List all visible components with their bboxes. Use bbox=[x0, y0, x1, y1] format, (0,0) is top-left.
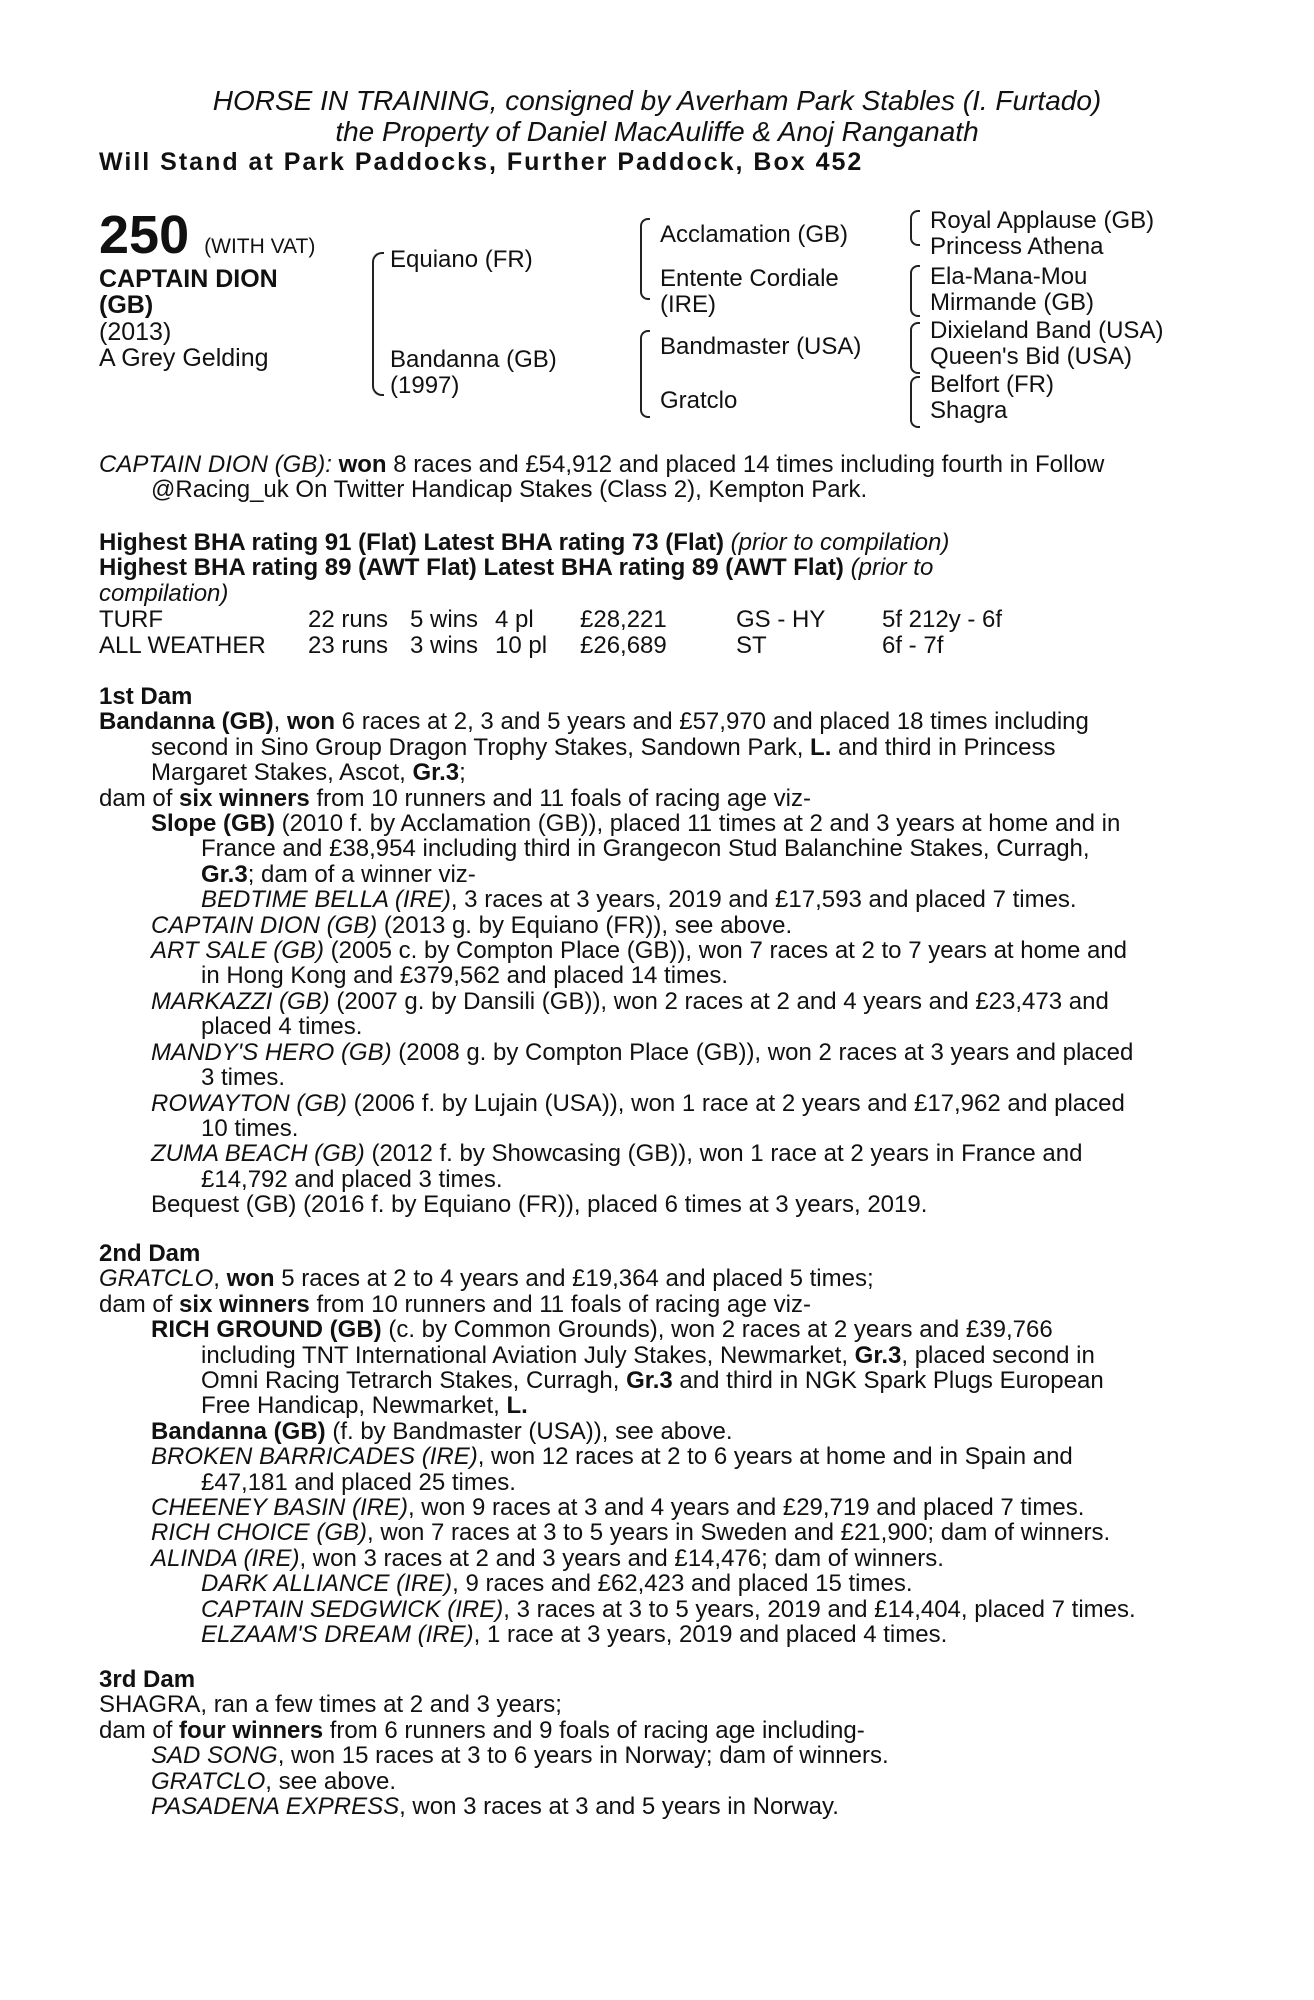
lot-number bbox=[99, 204, 315, 266]
produce-sad-song: SAD SONG bbox=[151, 1742, 278, 1770]
produce-dark-alliance: DARK ALLIANCE (IRE) bbox=[201, 1570, 453, 1598]
produce-rich-choice-text: , won 7 races at 3 to 5 years in Sweden and £21,900; dam of winners. bbox=[367, 1519, 1111, 1547]
produce-elzaams-dream: ELZAAM'S DREAM (IRE) bbox=[201, 1621, 474, 1649]
summary-text-2: @Racing_uk On Twitter Handicap Stakes (Class 2), Kempton Park. bbox=[151, 476, 868, 504]
first-dam-winners: six winners bbox=[179, 784, 310, 812]
produce-bedtime-text: , 3 races at 3 years, 2019 and £17,593 and placed 7 times. bbox=[450, 886, 1077, 914]
stat-going: GS - HY bbox=[736, 606, 826, 633]
pedigree-dss: Dixieland Band (USA) bbox=[930, 317, 1164, 344]
produce-rich-ground-text-2b: , placed second in bbox=[901, 1341, 1095, 1369]
vat-label: (WITH VAT) bbox=[204, 235, 316, 258]
second-dam-won: won bbox=[226, 1265, 275, 1293]
produce-art-sale: ART SALE (GB) bbox=[151, 937, 324, 965]
produce-slope-text-1: (2010 f. by Acclamation (GB)), placed 11 times at 2 and 3 years at home and in bbox=[275, 810, 1121, 838]
pedigree-sds: Ela-Mana-Mou bbox=[930, 263, 1088, 290]
stat-runs: 22 runs bbox=[308, 606, 389, 633]
produce-art-sale-text-1: (2005 c. by Compton Place (GB)), won 7 races at 2 to 7 years at home and bbox=[323, 937, 1127, 965]
first-dam-won: won bbox=[287, 708, 336, 736]
summary-horse-name: CAPTAIN DION (GB) bbox=[99, 451, 326, 478]
first-dam-heading: 1st Dam bbox=[99, 683, 193, 710]
produce-rich-ground-text-2a: including TNT International Aviation July Stakes, Newmarket, bbox=[201, 1341, 855, 1369]
horse-year: (2013) bbox=[99, 318, 172, 346]
first-dam-text-1: 6 races at 2, 3 and 5 years and £57,970 and placed 18 times including bbox=[335, 708, 1089, 736]
first-dam-text-3-end: ; bbox=[459, 759, 466, 787]
second-dam-text-1: 5 races at 2 to 4 years and £19,364 and placed 5 times; bbox=[274, 1265, 874, 1293]
produce-elzaam-text: , 1 race at 3 years, 2019 and placed 4 times. bbox=[473, 1621, 948, 1649]
produce-rich-ground-text-3a: Omni Racing Tetrarch Stakes, Curragh, bbox=[201, 1367, 627, 1395]
stabling-line: Will Stand at Park Paddocks, Further Paddock, Box 452 bbox=[99, 148, 864, 176]
produce-broken-text-2: £47,181 and placed 25 times. bbox=[201, 1468, 516, 1496]
rating-flat-note: (prior to compilation) bbox=[723, 529, 950, 556]
produce-alinda-text: , won 3 races at 2 and 3 years and £14,476; dam of winners. bbox=[299, 1544, 944, 1572]
pedigree-dam: Bandanna (GB) bbox=[390, 346, 557, 373]
second-dam-name: GRATCLO bbox=[99, 1265, 214, 1293]
produce-rich-ground-text-1: (c. by Common Grounds), won 2 races at 2 years and £39,766 bbox=[381, 1316, 1053, 1344]
pedigree-sdd: Mirmande (GB) bbox=[930, 289, 1095, 316]
rating-flat: Highest BHA rating 91 (Flat) Latest BHA rating 73 (Flat) bbox=[99, 529, 724, 556]
produce-captain-sedgwick: CAPTAIN SEDGWICK (IRE) bbox=[201, 1595, 504, 1623]
consignor-line: HORSE IN TRAINING, consigned by Averham Park Stables (I. Furtado) bbox=[212, 85, 1102, 116]
produce-markazzi-text-2: placed 4 times. bbox=[201, 1013, 363, 1041]
produce-captain-text: (2013 g. by Equiano (FR)), see above. bbox=[377, 911, 793, 939]
produce-bequest: Bequest (GB) (2016 f. by Equiano (FR)), placed 6 times at 3 years, 2019. bbox=[151, 1191, 928, 1219]
produce-rowayton-text-2: 10 times. bbox=[201, 1114, 299, 1142]
produce-zuma-text-1: (2012 f. by Showcasing (GB)), won 1 race at 2 years in France and bbox=[364, 1140, 1083, 1168]
pedigree-dam-sire: Bandmaster (USA) bbox=[660, 333, 862, 360]
pedigree-brace-3 bbox=[910, 322, 920, 374]
produce-broken-barricades: BROKEN BARRICADES (IRE) bbox=[151, 1443, 478, 1471]
listed-label: L. bbox=[810, 733, 832, 761]
produce-slope: Slope (GB) bbox=[151, 810, 275, 838]
pedigree-dds: Belfort (FR) bbox=[930, 371, 1055, 398]
pedigree-sire: Equiano (FR) bbox=[390, 246, 533, 273]
produce-rowayton-text-1: (2006 f. by Lujain (USA)), won 1 race at 2 years and £17,962 and placed bbox=[347, 1089, 1125, 1117]
first-dam-text-2: second in Sino Group Dragon Trophy Stakes, Sandown Park, bbox=[151, 733, 811, 761]
produce-slope-text-2: France and £38,954 including third in Grangecon Stud Balanchine Stakes, Curragh, bbox=[201, 835, 1090, 863]
produce-sedgwick-text: , 3 races at 3 to 5 years, 2019 and £14,404, placed 7 times. bbox=[503, 1595, 1136, 1623]
summary-won: won bbox=[338, 451, 387, 478]
pedigree-dam-year: (1997) bbox=[390, 372, 460, 399]
pedigree-brace-2 bbox=[910, 265, 920, 317]
rating-awt-note-2: compilation) bbox=[99, 579, 229, 607]
second-dam-produce-a: dam of bbox=[99, 1290, 180, 1318]
third-dam-produce-c: from 6 runners and 9 foals of racing age including- bbox=[323, 1716, 865, 1744]
pedigree-sire-sire: Acclamation (GB) bbox=[660, 221, 849, 248]
stat-distance: 5f 212y - 6f bbox=[882, 606, 1003, 633]
produce-mandy-text-1: (2008 g. by Compton Place (GB)), won 2 races at 3 years and placed bbox=[391, 1038, 1134, 1066]
pedigree-brace-1 bbox=[910, 210, 920, 246]
stat-placed: 4 pl bbox=[495, 606, 534, 633]
pedigree-brace-main bbox=[372, 252, 384, 396]
stat-prize: £28,221 bbox=[580, 606, 667, 633]
stat-going: ST bbox=[736, 632, 767, 659]
rating-awt-note: (prior to bbox=[843, 554, 934, 582]
second-dam-heading: 2nd Dam bbox=[99, 1240, 201, 1267]
third-dam-winners: four winners bbox=[179, 1716, 324, 1744]
produce-bandanna-text: (f. by Bandmaster (USA)), see above. bbox=[325, 1417, 733, 1445]
produce-gratclo-text: , see above. bbox=[265, 1767, 396, 1795]
produce-gratclo: GRATCLO bbox=[151, 1767, 266, 1795]
first-dam-name: Bandanna (GB) bbox=[99, 708, 274, 736]
group-label: Gr.3 bbox=[412, 759, 460, 787]
produce-markazzi: MARKAZZI (GB) bbox=[151, 987, 330, 1015]
produce-rich-ground-text-4: Free Handicap, Newmarket, bbox=[201, 1392, 507, 1420]
pedigree-dam-dam: Gratclo bbox=[660, 387, 738, 414]
second-dam-winners: six winners bbox=[179, 1290, 310, 1318]
stat-surface: ALL WEATHER bbox=[99, 632, 266, 659]
pedigree-brace-4 bbox=[910, 376, 920, 428]
produce-mandys-hero: MANDY'S HERO (GB) bbox=[151, 1038, 392, 1066]
produce-cheeney-text: , won 9 races at 3 and 4 years and £29,719 and placed 7 times. bbox=[407, 1494, 1085, 1522]
produce-bandanna: Bandanna (GB) bbox=[151, 1417, 326, 1445]
produce-broken-text-1: , won 12 races at 2 to 6 years at home and in Spain and bbox=[477, 1443, 1073, 1471]
first-dam-section: 1st Dam Bandanna (GB), won 6 races at 2, 3 and 5 years and £57,970 and placed 18 times including second in Sino Group Dragon Trophy Stakes, Sandown Park, L. and third in Princess Margaret Stakes, Ascot, Gr.3; dam of six winners from 10 runners and 11 foals of racing age viz- Slope (GB) (2010 f. by Acclamation (GB)), placed 11 times at 2 and 3 years at home and in France and £38,954 including third in Grangecon Stud Balanchine Stakes, Curragh, Gr.3; dam of a winner viz- BEDTIME BELLA (IRE), 3 races at 3 years, 2019 and £17,593 and placed 7 times. CAPTAIN DION (GB) (2013 g. by Equiano (FR)), see above. ART SALE (GB) (2005 c. by Compton Place (GB)), won 7 races at 2 to 7 years at home and in Hong Kong and £379,562 and placed 14 times. MARKAZZI (GB) (2007 g. by Dansili (GB)), won 2 races at 2 and 4 years and £23,473 and placed 4 times. MANDY'S HERO (GB) (2008 g. by Compton Place (GB)), won 2 races at 3 years and placed 3 times. ROWAYTON (GB) (2006 f. by Lujain (USA)), won 1 race at 2 years and £17,962 and placed 10 times. ZUMA BEACH (GB) (2012 f. by Showcasing (GB)), won 1 race at 2 years in France and £14,792 and placed 3 times. Bequest (GB) (2016 f. by Equiano (FR)), placed 6 times at 3 years, 2019. bbox=[99, 684, 1209, 1218]
pedigree-dsd: Queen's Bid (USA) bbox=[930, 343, 1132, 370]
lot-number-value: 250 bbox=[99, 205, 190, 265]
stat-runs: 23 runs bbox=[308, 632, 389, 659]
produce-sad-song-text: , won 15 races at 3 to 6 years in Norway; dam of winners. bbox=[277, 1742, 889, 1770]
produce-rich-choice: RICH CHOICE (GB) bbox=[151, 1519, 367, 1547]
stat-wins: 5 wins bbox=[410, 606, 479, 633]
produce-zuma-text-2: £14,792 and placed 3 times. bbox=[201, 1165, 503, 1193]
stat-placed: 10 pl bbox=[495, 632, 548, 659]
produce-rich-ground-text-3b: and third in NGK Spark Plugs European bbox=[672, 1367, 1104, 1395]
produce-slope-text-3: ; dam of a winner viz- bbox=[247, 860, 476, 888]
horse-origin: (GB) bbox=[99, 291, 154, 319]
produce-pasadena-express: PASADENA EXPRESS bbox=[151, 1793, 400, 1821]
group-label: Gr.3 bbox=[626, 1367, 673, 1395]
produce-pasadena-text: , won 3 races at 3 and 5 years in Norway. bbox=[399, 1793, 839, 1821]
second-dam-section: 2nd Dam GRATCLO, won 5 races at 2 to 4 years and £19,364 and placed 5 times; dam of six winners from 10 runners and 11 foals of racing age viz- RICH GROUND (GB) (c. by Common Grounds), won 2 races at 2 years and £39,766 including TNT International Aviation July Stakes, Newmarket, Gr.3, placed second in Omni Racing Tetrarch Stakes, Curragh, Gr.3 and third in NGK Spark Plugs European Free Handicap, Newmarket, L. Bandanna (GB) (f. by Bandmaster (USA)), see above. BROKEN BARRICADES (IRE), won 12 races at 2 to 6 years at home and in Spain and £47,181 and placed 25 times. CHEENEY BASIN (IRE), won 9 races at 3 and 4 years and £29,719 and placed 7 times. RICH CHOICE (GB), won 7 races at 3 to 5 years in Sweden and £21,900; dam of winners. ALINDA (IRE), won 3 races at 2 and 3 years and £14,476; dam of winners. DARK ALLIANCE (IRE), 9 races and £62,423 and placed 15 times. CAPTAIN SEDGWICK (IRE), 3 races at 3 to 5 years, 2019 and £14,404, placed 7 times. ELZAAM'S DREAM (IRE), 1 race at 3 years, 2019 and placed 4 times. bbox=[99, 1241, 1209, 1648]
produce-rich-ground: RICH GROUND (GB) bbox=[151, 1316, 382, 1344]
third-dam-produce-a: dam of bbox=[99, 1716, 180, 1744]
summary-text-1: 8 races and £54,912 and placed 14 times including fourth in Follow bbox=[386, 451, 1105, 478]
produce-rowayton: ROWAYTON (GB) bbox=[151, 1089, 348, 1117]
pedigree-sss: Royal Applause (GB) bbox=[930, 207, 1155, 234]
first-dam-produce-a: dam of bbox=[99, 784, 180, 812]
pedigree-brace-dam bbox=[640, 330, 650, 418]
race-summary bbox=[99, 452, 1104, 503]
listed-label: L. bbox=[506, 1392, 528, 1420]
ratings-block bbox=[99, 530, 949, 606]
pedigree-sire-dam-origin: (IRE) bbox=[660, 291, 716, 318]
owner-line: the Property of Daniel MacAuliffe & Anoj Ranganath bbox=[335, 116, 979, 147]
group-label: Gr.3 bbox=[201, 860, 248, 888]
pedigree-brace-sire bbox=[640, 218, 650, 300]
second-dam-produce-c: from 10 runners and 11 foals of racing age viz- bbox=[309, 1290, 811, 1318]
stat-surface: TURF bbox=[99, 606, 163, 633]
horse-name: CAPTAIN DION bbox=[99, 265, 278, 293]
produce-captain-dion: CAPTAIN DION (GB) bbox=[151, 911, 378, 939]
produce-art-sale-text-2: in Hong Kong and £379,562 and placed 14 times. bbox=[201, 962, 729, 990]
rating-awt: Highest BHA rating 89 (AWT Flat) Latest BHA rating 89 (AWT Flat) bbox=[99, 554, 844, 582]
first-dam-text-2b: and third in Princess bbox=[831, 733, 1056, 761]
pedigree-sire-dam: Entente Cordiale bbox=[660, 265, 839, 292]
produce-mandy-text-2: 3 times. bbox=[201, 1064, 286, 1092]
third-dam-heading: 3rd Dam bbox=[99, 1666, 196, 1693]
stat-wins: 3 wins bbox=[410, 632, 479, 659]
pedigree-ddd: Shagra bbox=[930, 397, 1008, 424]
third-dam-section bbox=[99, 1667, 1209, 1819]
produce-dark-alliance-text: , 9 races and £62,423 and placed 15 times. bbox=[452, 1570, 913, 1598]
horse-description: A Grey Gelding bbox=[99, 344, 269, 372]
pedigree-ssd: Princess Athena bbox=[930, 233, 1104, 260]
produce-cheeney-basin: CHEENEY BASIN (IRE) bbox=[151, 1494, 408, 1522]
third-dam-text-1: SHAGRA, ran a few times at 2 and 3 years; bbox=[99, 1691, 562, 1719]
stat-prize: £26,689 bbox=[580, 632, 667, 659]
summary-colon: : bbox=[325, 451, 332, 478]
produce-zuma-beach: ZUMA BEACH (GB) bbox=[151, 1140, 365, 1168]
stat-distance: 6f - 7f bbox=[882, 632, 944, 659]
produce-markazzi-text-1: (2007 g. by Dansili (GB)), won 2 races at 2 and 4 years and £23,473 and bbox=[329, 987, 1109, 1015]
produce-bedtime-bella: BEDTIME BELLA (IRE) bbox=[201, 886, 451, 914]
first-dam-produce-c: from 10 runners and 11 foals of racing age viz- bbox=[309, 784, 811, 812]
group-label: Gr.3 bbox=[854, 1341, 902, 1369]
produce-alinda: ALINDA (IRE) bbox=[151, 1544, 300, 1572]
first-dam-text-3: Margaret Stakes, Ascot, bbox=[151, 759, 413, 787]
